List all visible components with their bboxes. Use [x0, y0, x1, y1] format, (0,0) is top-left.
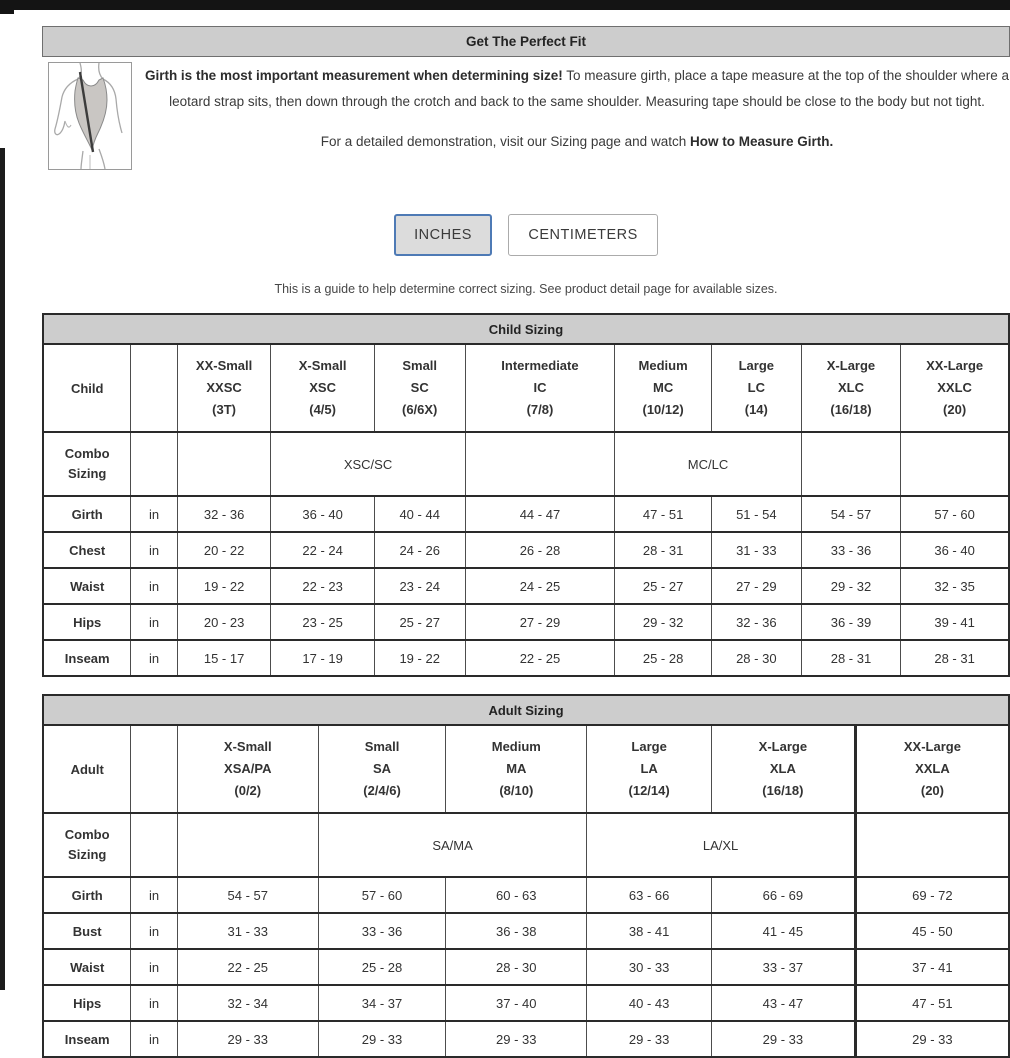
size-value-cell: 32 - 35: [901, 568, 1009, 604]
size-value-cell: 25 - 27: [374, 604, 465, 640]
intro-text-column: [132, 62, 1010, 152]
size-value-cell: 29 - 33: [855, 1021, 1009, 1057]
measurement-row-inseam: [43, 1021, 1009, 1057]
measurement-label: Waist: [43, 568, 131, 604]
sizing-guide-note: This is a guide to help determine correct sizing. See product detail page for available sizes.: [274, 282, 778, 296]
size-value-cell: 28 - 30: [711, 640, 801, 676]
combo-span-cell: [855, 813, 1009, 877]
size-value-cell: 22 - 23: [271, 568, 374, 604]
size-column-range: (12/14): [628, 783, 670, 798]
size-column-header: [711, 725, 855, 813]
size-column-range: (16/18): [762, 783, 804, 798]
size-value-cell: 30 - 33: [587, 949, 712, 985]
size-column-code: MC: [653, 380, 674, 395]
size-value-cell: 60 - 63: [446, 877, 587, 913]
size-value-cell: 54 - 57: [177, 877, 318, 913]
combo-span-cell: LA/XL: [587, 813, 856, 877]
size-value-cell: 29 - 33: [446, 1021, 587, 1057]
size-column-header: [855, 725, 1009, 813]
size-value-cell: 24 - 26: [374, 532, 465, 568]
size-value-cell: 24 - 25: [465, 568, 615, 604]
size-column-code: SA: [373, 761, 392, 776]
unit-column-header: [131, 725, 177, 813]
size-column-header: [318, 725, 446, 813]
size-value-cell: 28 - 31: [801, 640, 900, 676]
measurement-label: Hips: [43, 985, 131, 1021]
measurement-label: Girth: [43, 877, 131, 913]
demo-bold: How to Measure Girth.: [689, 134, 834, 149]
size-column-header: [446, 725, 587, 813]
sizing-guide-page: [42, 26, 1010, 1058]
size-column-range: (6/6X): [401, 402, 438, 417]
size-value-cell: 27 - 29: [465, 604, 615, 640]
size-value-cell: 39 - 41: [901, 604, 1009, 640]
size-column-header: [901, 344, 1009, 432]
size-value-cell: 29 - 32: [801, 568, 900, 604]
size-column-size: Large: [631, 739, 667, 754]
size-column-header: [177, 725, 318, 813]
measurement-row-hips: [43, 604, 1009, 640]
size-column-size: XX-Small: [195, 358, 253, 373]
inches-button[interactable]: INCHES: [394, 214, 492, 256]
size-column-size: XX-Large: [903, 739, 961, 754]
size-column-code: MA: [506, 761, 527, 776]
size-value-cell: 37 - 40: [446, 985, 587, 1021]
size-value-cell: 63 - 66: [587, 877, 712, 913]
combo-label-line: Sizing: [68, 466, 107, 481]
size-column-header: [177, 344, 271, 432]
girth-measurement-diagram-image: [48, 62, 132, 170]
size-value-cell: 57 - 60: [901, 496, 1009, 532]
size-column-range: (20): [920, 783, 944, 798]
size-column-size: Small: [364, 739, 400, 754]
measurement-label: Chest: [43, 532, 131, 568]
size-value-cell: 36 - 40: [271, 496, 374, 532]
size-value-cell: 23 - 24: [374, 568, 465, 604]
size-column-range: (16/18): [830, 402, 872, 417]
sizing-table: [42, 694, 1010, 1058]
size-value-cell: 28 - 30: [446, 949, 587, 985]
unit-toggle: [42, 214, 1010, 256]
size-value-cell: 29 - 33: [587, 1021, 712, 1057]
window-left-border: [0, 148, 5, 990]
size-value-cell: 66 - 69: [711, 877, 855, 913]
size-value-cell: 15 - 17: [177, 640, 271, 676]
size-column-header: [587, 725, 712, 813]
size-value-cell: 37 - 41: [855, 949, 1009, 985]
size-value-cell: 47 - 51: [615, 496, 712, 532]
measurement-unit: in: [131, 496, 177, 532]
measurement-row-waist: [43, 949, 1009, 985]
size-column-code: XLA: [769, 761, 796, 776]
size-value-cell: 36 - 40: [901, 532, 1009, 568]
combo-label-line: Combo: [64, 827, 110, 842]
size-column-header: [801, 344, 900, 432]
leotard-figure-icon: [49, 63, 131, 169]
size-column-header: [465, 344, 615, 432]
combo-span-cell: [465, 432, 615, 496]
measurement-row-inseam: [43, 640, 1009, 676]
intro-section: [42, 62, 1010, 170]
page-title: Get The Perfect Fit: [42, 26, 1010, 57]
size-column-header: [615, 344, 712, 432]
size-column-size: Small: [402, 358, 438, 373]
combo-span-cell: [177, 813, 318, 877]
adult-sizing-table: [42, 694, 1010, 1058]
size-column-range: (0/2): [234, 783, 262, 798]
measurement-unit: in: [131, 532, 177, 568]
girth-intro-rest: To measure girth, place a tape measure at the top of the shoulder where a leotard strap sits, then down through the crotch and back to the same shoulder. Measuring tape should be close to the body but not tight.: [169, 68, 1010, 109]
size-value-cell: 32 - 36: [711, 604, 801, 640]
size-value-cell: 27 - 29: [711, 568, 801, 604]
measurement-label: Inseam: [43, 640, 131, 676]
measurement-label: Inseam: [43, 1021, 131, 1057]
size-column-size: X-Large: [826, 358, 876, 373]
size-value-cell: 47 - 51: [855, 985, 1009, 1021]
size-column-range: (7/8): [526, 402, 554, 417]
child-sizing-table: [42, 313, 1010, 677]
table-row-label-header: Child: [43, 344, 131, 432]
size-column-code: XSA/PA: [224, 761, 272, 776]
size-column-range: (8/10): [499, 783, 534, 798]
size-column-size: X-Small: [223, 739, 272, 754]
measurement-unit: in: [131, 913, 177, 949]
size-value-cell: 38 - 41: [587, 913, 712, 949]
combo-span-cell: [177, 432, 271, 496]
measurement-unit: in: [131, 877, 177, 913]
size-value-cell: 28 - 31: [901, 640, 1009, 676]
measurement-row-chest: [43, 532, 1009, 568]
size-value-cell: 29 - 33: [711, 1021, 855, 1057]
combo-label-line: Combo: [64, 446, 110, 461]
size-column-code: LC: [747, 380, 765, 395]
size-value-cell: 25 - 28: [615, 640, 712, 676]
size-value-cell: 25 - 27: [615, 568, 712, 604]
combo-label-line: Sizing: [68, 847, 107, 862]
measurement-row-girth: [43, 877, 1009, 913]
size-value-cell: 22 - 25: [465, 640, 615, 676]
size-column-code: IC: [533, 380, 547, 395]
measurement-row-bust: [43, 913, 1009, 949]
combo-span-cell: MC/LC: [615, 432, 801, 496]
size-column-header: [711, 344, 801, 432]
size-column-code: XXLC: [937, 380, 972, 395]
girth-intro-paragraph: [144, 63, 1010, 115]
size-value-cell: 25 - 28: [318, 949, 446, 985]
measurement-label: Hips: [43, 604, 131, 640]
size-column-range: (2/4/6): [363, 783, 401, 798]
measurement-unit: in: [131, 568, 177, 604]
size-value-cell: 40 - 43: [587, 985, 712, 1021]
measurement-label: Waist: [43, 949, 131, 985]
combo-span-cell: SA/MA: [318, 813, 587, 877]
measurement-unit: in: [131, 985, 177, 1021]
size-value-cell: 36 - 39: [801, 604, 900, 640]
measurement-row-hips: [43, 985, 1009, 1021]
size-value-cell: 33 - 37: [711, 949, 855, 985]
size-column-code: XXLA: [915, 761, 950, 776]
size-value-cell: 22 - 25: [177, 949, 318, 985]
size-value-cell: 45 - 50: [855, 913, 1009, 949]
combo-span-cell: [901, 432, 1009, 496]
demo-line: [144, 132, 1010, 152]
size-column-code: LA: [640, 761, 658, 776]
size-column-code: XXSC: [206, 380, 242, 395]
size-column-size: Medium: [638, 358, 688, 373]
size-value-cell: 57 - 60: [318, 877, 446, 913]
size-value-cell: 69 - 72: [855, 877, 1009, 913]
size-value-cell: 43 - 47: [711, 985, 855, 1021]
measurement-unit: in: [131, 604, 177, 640]
table-row-label-header: Adult: [43, 725, 131, 813]
size-column-code: XSC: [309, 380, 336, 395]
unit-column-header: [131, 344, 177, 432]
size-column-header: [271, 344, 374, 432]
centimeters-button[interactable]: CENTIMETERS: [508, 214, 657, 256]
size-value-cell: 54 - 57: [801, 496, 900, 532]
size-value-cell: 33 - 36: [801, 532, 900, 568]
size-value-cell: 17 - 19: [271, 640, 374, 676]
size-column-size: Large: [738, 358, 775, 373]
size-value-cell: 33 - 36: [318, 913, 446, 949]
size-column-code: SC: [410, 380, 429, 395]
size-column-size: Medium: [491, 739, 541, 754]
size-column-size: X-Small: [298, 358, 347, 373]
size-column-range: (4/5): [309, 402, 336, 417]
size-value-cell: 28 - 31: [615, 532, 712, 568]
demo-text: For a detailed demonstration, visit our Sizing page and watch: [320, 134, 690, 149]
measurement-label: Bust: [43, 913, 131, 949]
size-column-range: (3T): [212, 402, 237, 417]
size-value-cell: 26 - 28: [465, 532, 615, 568]
size-value-cell: 40 - 44: [374, 496, 465, 532]
size-column-size: X-Large: [758, 739, 808, 754]
size-value-cell: 51 - 54: [711, 496, 801, 532]
size-value-cell: 41 - 45: [711, 913, 855, 949]
size-value-cell: 32 - 36: [177, 496, 271, 532]
size-value-cell: 29 - 33: [177, 1021, 318, 1057]
window-top-border: [0, 0, 1010, 10]
combo-span-cell: [801, 432, 900, 496]
measurement-row-waist: [43, 568, 1009, 604]
size-value-cell: 29 - 32: [615, 604, 712, 640]
size-value-cell: 36 - 38: [446, 913, 587, 949]
size-column-code: XLC: [837, 380, 864, 395]
size-value-cell: 22 - 24: [271, 532, 374, 568]
size-value-cell: 44 - 47: [465, 496, 615, 532]
size-column-range: (10/12): [642, 402, 684, 417]
size-column-range: (14): [744, 402, 768, 417]
measurement-unit: in: [131, 1021, 177, 1057]
size-value-cell: 23 - 25: [271, 604, 374, 640]
measurement-row-girth: [43, 496, 1009, 532]
size-value-cell: 20 - 22: [177, 532, 271, 568]
combo-sizing-label: [43, 432, 131, 496]
measurement-unit: in: [131, 640, 177, 676]
combo-unit-cell: [131, 432, 177, 496]
size-value-cell: 31 - 33: [711, 532, 801, 568]
size-value-cell: 19 - 22: [374, 640, 465, 676]
combo-span-cell: XSC/SC: [271, 432, 465, 496]
combo-unit-cell: [131, 813, 177, 877]
window-corner-border: [0, 0, 14, 14]
size-column-range: (20): [943, 402, 967, 417]
sizing-table: [42, 313, 1010, 677]
size-value-cell: 19 - 22: [177, 568, 271, 604]
size-value-cell: 34 - 37: [318, 985, 446, 1021]
size-column-header: [374, 344, 465, 432]
combo-sizing-label: [43, 813, 131, 877]
size-column-size: Intermediate: [501, 358, 579, 373]
size-value-cell: 20 - 23: [177, 604, 271, 640]
girth-intro-bold: Girth is the most important measurement when determining size!: [144, 68, 563, 83]
measurement-unit: in: [131, 949, 177, 985]
size-column-size: XX-Large: [926, 358, 984, 373]
size-value-cell: 32 - 34: [177, 985, 318, 1021]
measurement-label: Girth: [43, 496, 131, 532]
table-title: Adult Sizing: [43, 695, 1009, 725]
size-value-cell: 31 - 33: [177, 913, 318, 949]
table-title: Child Sizing: [43, 314, 1009, 344]
size-value-cell: 29 - 33: [318, 1021, 446, 1057]
